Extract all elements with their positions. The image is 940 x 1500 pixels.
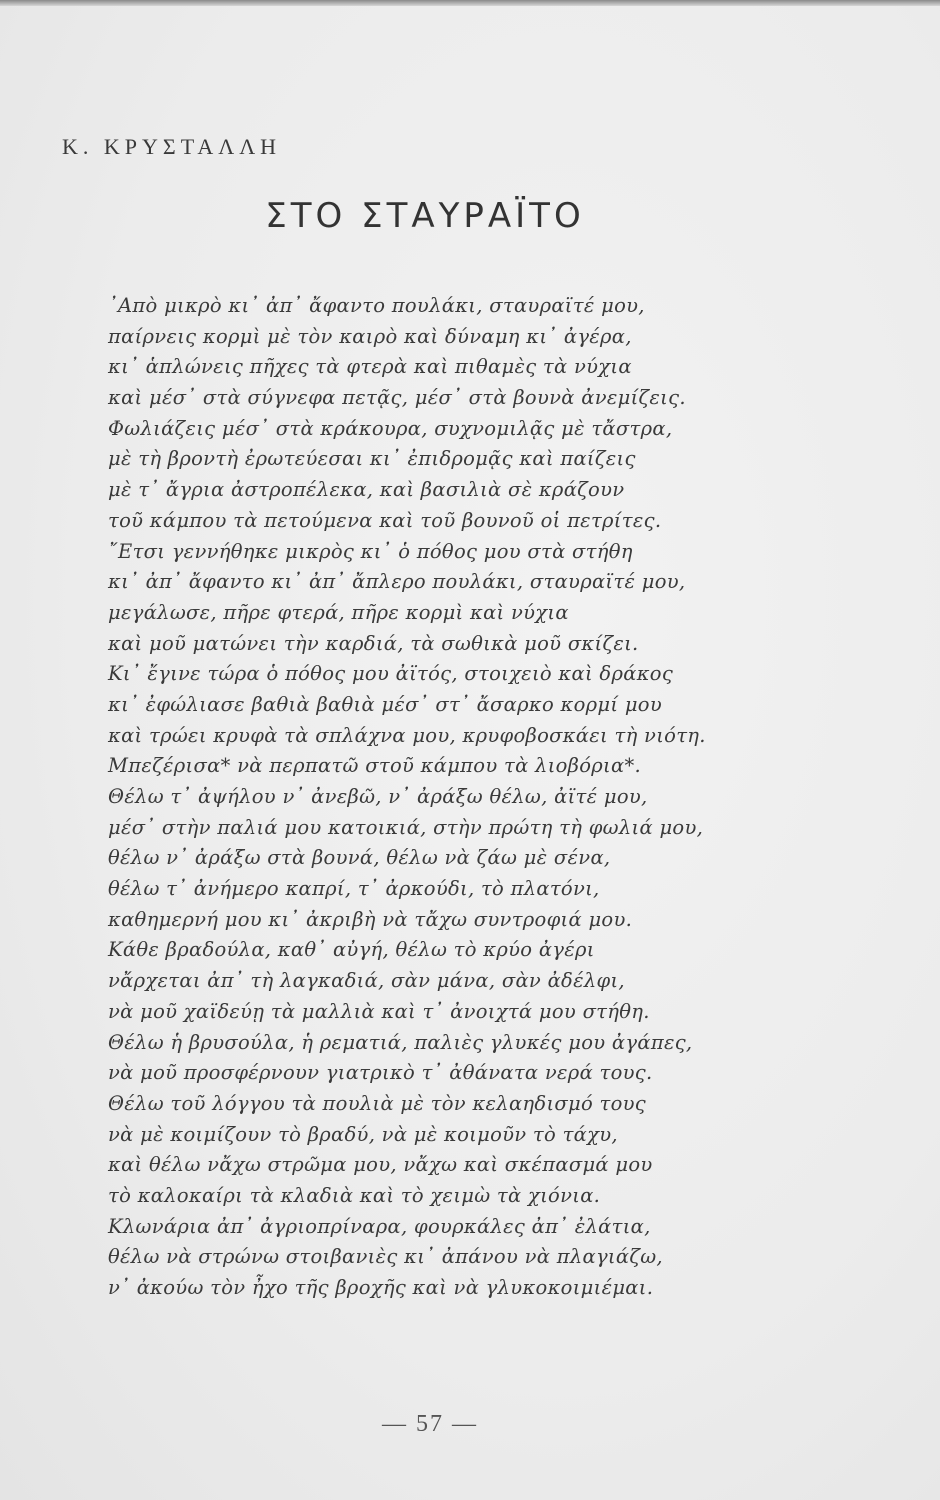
poem-line: καθημερνή μου κι᾿ ἀκριβὴ νὰ τἄχω συντροφιά μου. (108, 907, 633, 931)
poem-line: τὸ καλοκαίρι τὰ κλαδιὰ καὶ τὸ χειμὼ τὰ χιόνια. (108, 1183, 601, 1207)
poem-line: νὰ μοῦ προσφέρνουν γιατρικὸ τ᾿ ἀθάνατα νερά τους. (108, 1061, 653, 1085)
poem-line: μὲ τ᾿ ἄγρια ἀστροπέλεκα, καὶ βασιλιὰ σὲ κράζουν (108, 478, 625, 502)
poem-line: νὰ μοῦ χαϊδεύῃ τὰ μαλλιὰ καὶ τ᾿ ἀνοιχτά μου στήθη. (108, 999, 650, 1023)
poem-line: θέλω ν᾿ ἀράξω στὰ βουνά, θέλω νὰ ζάω μὲ σένα, (108, 846, 611, 870)
poem-line: παίρνεις κορμὶ μὲ τὸν καιρὸ καὶ δύναμη κι᾿ ἀγέρα, (108, 324, 632, 348)
poem-line: νἄρχεται ἀπ᾿ τὴ λαγκαδιά, σὰν μάνα, σὰν ἀδέλφι, (108, 969, 625, 993)
book-page (0, 6, 940, 1500)
poem-line: καὶ μοῦ ματώνει τὴν καρδιά, τὰ σωθικὰ μοῦ σκίζει. (108, 631, 639, 655)
poem-line: Μπεζέρισα* νὰ περπατῶ στοῦ κάμπου τὰ λιοβόρια*. (108, 754, 642, 778)
poem-line: μέσ᾿ στὴν παλιά μου κατοικιά, στὴν πρώτη τὴ φωλιά μου, (108, 815, 704, 839)
poem-line: νὰ μὲ κοιμίζουν τὸ βραδύ, νὰ μὲ κοιμοῦν τὸ τάχυ, (108, 1122, 618, 1146)
poem-line: καὶ τρώει κρυφὰ τὰ σπλάχνα μου, κρυφοβοσκάει τὴ νιότη. (108, 723, 706, 747)
poem-line: μὲ τὴ βροντὴ ἐρωτεύεσαι κι᾿ ἐπιδρομᾷς καὶ παίζεις (108, 447, 636, 471)
poem-line: ν᾿ ἀκούω τὸν ἦχο τῆς βροχῆς καὶ νὰ γλυκοκοιμιέμαι. (108, 1276, 654, 1299)
poem-line: ᾿Απὸ μικρὸ κι᾿ ἀπ᾿ ἄφαντο πουλάκι, σταυραϊτέ μου, (108, 294, 645, 317)
poem-line: καὶ μέσ᾿ στὰ σύγνεφα πετᾷς, μέσ᾿ στὰ βουνὰ ἀνεμίζεις. (108, 386, 686, 410)
poem-line: Θέλω ἡ βρυσούλα, ἡ ρεματιά, παλιὲς γλυκές μου ἀγάπες, (108, 1030, 693, 1054)
poem-line: κι᾿ ἐφώλιασε βαθιὰ βαθιὰ μέσ᾿ στ᾿ ἄσαρκο κορμί μου (108, 692, 662, 716)
poem-line: Θέλω τοῦ λόγγου τὰ πουλιὰ μὲ τὸν κελαηδισμό τους (108, 1091, 647, 1115)
poem-line: Κι᾿ ἔγινε τώρα ὁ πόθος μου ἀϊτός, στοιχειὸ καὶ δράκος (108, 662, 674, 686)
poem-line: καὶ θέλω νἄχω στρῶμα μου, νἄχω καὶ σκέπασμά μου (108, 1153, 653, 1177)
poem-line: Κάθε βραδούλα, καθ᾿ αὐγή, θέλω τὸ κρύο ἀγέρι (108, 938, 595, 962)
poem-title: ΣΤΟ ΣΤΑΥΡΑΪΤΟ (265, 196, 585, 236)
poem-line: Φωλιάζεις μέσ᾿ στὰ κράκουρα, συχνομιλᾷς μὲ τἄστρα, (108, 416, 673, 440)
poem-line: θέλω νὰ στρώνω στοιβανιὲς κι᾿ ἀπάνου νὰ πλαγιάζω, (108, 1245, 663, 1269)
page-number: — 57 — (382, 1411, 478, 1437)
poem-line: κι᾿ ἁπλώνεις πῆχες τὰ φτερὰ καὶ πιθαμὲς τὰ νύχια (108, 355, 632, 379)
poem-line: κι᾿ ἀπ᾿ ἄφαντο κι᾿ ἀπ᾿ ἄπλερο πουλάκι, σταυραϊτέ μου, (108, 570, 686, 594)
poem-line: μεγάλωσε, πῆρε φτερά, πῆρε κορμὶ καὶ νύχια (108, 600, 569, 624)
poem-line: Κλωνάρια ἀπ᾿ ἀγριοπρίναρα, φουρκάλες ἀπ᾿ ἐλάτια, (108, 1214, 651, 1238)
author-name: Κ. ΚΡΥΣΤΑΛΛΗ (62, 134, 282, 159)
poem-line: θέλω τ᾿ ἀνήμερο καπρί, τ᾿ ἀρκούδι, τὸ πλατόνι, (108, 877, 600, 901)
poem-body (108, 291, 828, 1304)
poem-line: Θέλω τ᾿ ἀψήλου ν᾿ ἀνεβῶ, ν᾿ ἀράξω θέλω, ἀϊτέ μου, (108, 785, 648, 808)
poem-line: τοῦ κάμπου τὰ πετούμενα καὶ τοῦ βουνοῦ οἱ πετρίτες. (108, 508, 662, 532)
poem-line: ῎Ετσι γεννήθηκε μικρὸς κι᾿ ὁ πόθος μου στὰ στήθη (108, 539, 633, 563)
